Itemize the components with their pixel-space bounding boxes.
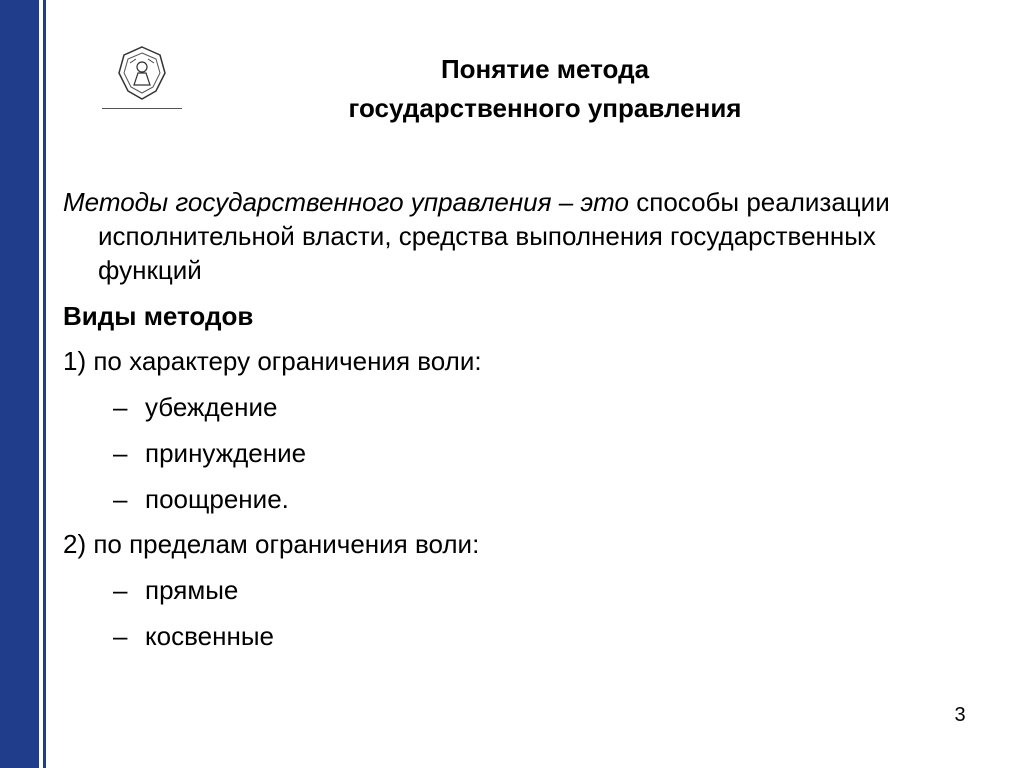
- list-item-text: принуждение: [145, 438, 307, 468]
- left-accent-line: [43, 0, 46, 768]
- list-item: [63, 613, 963, 659]
- types-heading: Виды методов: [63, 301, 254, 331]
- list-item-text: косвенные: [145, 621, 274, 651]
- list-item-text: убеждение: [145, 392, 278, 422]
- logo-underline: [102, 108, 182, 109]
- title-line-1: Понятие метода: [440, 54, 650, 84]
- title-line-2: государственного управления: [348, 93, 742, 123]
- slide-title: [230, 50, 860, 128]
- university-logo: [102, 45, 182, 113]
- dash-bullet: –: [113, 575, 128, 605]
- list-item-text: поощрение.: [145, 484, 289, 514]
- emblem-icon: [116, 45, 168, 101]
- dash-bullet: –: [113, 438, 128, 468]
- page-number: 3: [954, 704, 966, 726]
- list-item: [63, 430, 963, 476]
- definition-paragraph: [63, 185, 963, 287]
- list-item: [63, 476, 963, 522]
- left-accent-bar: [0, 0, 39, 768]
- definition-term: Методы государственного управления – это: [63, 187, 630, 217]
- group-1-label: 1) по характеру ограничения воли:: [63, 346, 482, 376]
- group-2-label: 2) по пределам ограничения воли:: [63, 529, 480, 559]
- list-item-text: прямые: [145, 575, 239, 605]
- dash-bullet: –: [113, 392, 128, 422]
- dash-bullet: –: [113, 484, 128, 514]
- list-item: [63, 384, 963, 430]
- dash-bullet: –: [113, 621, 128, 651]
- slide-body: [63, 185, 963, 659]
- definition-text: способы реализации исполнительной власти, средства выполнения государственных функций: [98, 187, 890, 285]
- list-item: [63, 567, 963, 613]
